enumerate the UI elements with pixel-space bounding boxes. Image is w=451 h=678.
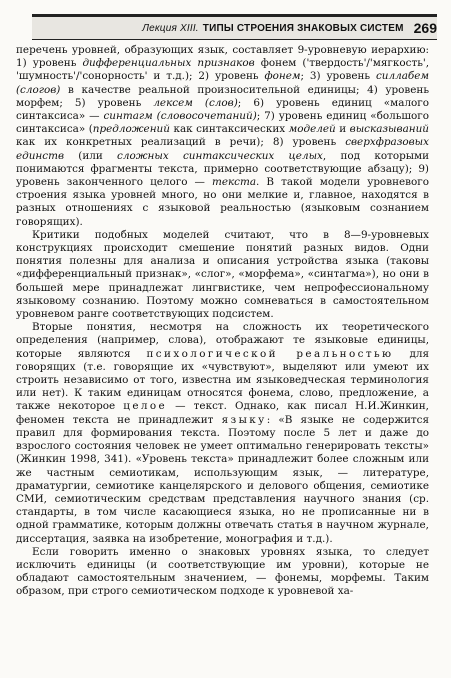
italic-term: высказываний — [349, 123, 429, 136]
text-run: . В такой модели уровневого строения языка уровней много, но они мелкие и, главное, находятся в разных отношениях с языковой реальностью (языковым сознанием говорящих). — [16, 176, 429, 228]
text-run: ; 3) уровень — [300, 70, 376, 83]
text-run: и — [335, 123, 350, 136]
paragraph — [16, 321, 429, 545]
italic-term: синтагм (словосочетаний) — [103, 110, 257, 123]
running-header — [32, 14, 437, 40]
text-run: как их конкретных реализаций в речи); 8) уровень — [16, 136, 346, 149]
paragraph — [16, 546, 429, 599]
page-number: 269 — [413, 20, 437, 36]
spaced-emphasis: целое — [123, 400, 168, 413]
body-text — [16, 44, 429, 672]
running-head-text — [142, 23, 404, 34]
italic-term: фонем — [264, 70, 301, 83]
paragraph — [16, 229, 429, 321]
text-run: для говорящих (т.е. говорящие их «чувствуют», выделяют или умеют их строить независимо от того, известна им языковедческая терминология или нет). К таким единицам относятся фонема, слово, предложение, а также некоторое — [16, 347, 429, 413]
italic-term: силлабем (слогов) — [16, 70, 429, 96]
text-run: : «В языке не содержится правил для формирования текста. Поэтому после 5 лет и даже до взрослого состояния человек не умеет оптимально генерировать тексты» (Жинкин 1998, 341). «Уровень текста» принадлежит более сложным или же частным семиотикам, использующим язык, — литературе, драматургии, семиотике канцелярского и делового общения, семиотике СМИ, семиотическим средствам представления научного знания (ср. стандарты, в том числе касающиеся языка, но не прописанные ни в одной грамматике, которым должны отвечать статья в научном журнале, диссертация, заявка на изобретение, монография и т.д.). — [16, 413, 429, 545]
text-run: (или — [64, 149, 118, 162]
text-run: , под которыми понимаются фрагменты текста, примерно соответствующие абзацу); 9) уровень законченного целого — — [16, 149, 430, 189]
text-run: ; 6) уровень единиц «малого синтаксиса» — — [16, 96, 429, 123]
lecture-number: Лекция XIII. — [142, 22, 199, 34]
text-run: фонем ('твердость'/'мягкость', 'шумность'/'сонорность' и т.д.); 2) уровень — [16, 57, 430, 83]
chapter-title: ТИПЫ СТРОЕНИЯ ЗНАКОВЫХ СИСТЕМ — [202, 22, 404, 34]
text-run: Вторые понятия, несмотря на сложность их теоретического определения (например, слова), отображают те языковые единицы, которые являются — [16, 321, 429, 360]
italic-term: предложений — [92, 123, 170, 136]
italic-term: дифференциальных признаков — [82, 57, 255, 70]
text-run: перечень уровней, образующих язык, составляет 9-уровневую иерархию: 1) уровень — [16, 44, 429, 70]
italic-term: сложных синтаксических целых — [117, 149, 323, 162]
text-run: Если говорить именно о знаковых уровнях языка, то следует исключить единицы (и соответствующие им уровни), которые не обладают самостоятельным значением, — фонемы, морфемы. Таким образом, при строго семиотическом подходе к уровневой ха- — [16, 545, 429, 598]
spaced-emphasis: психологической реальностью — [146, 347, 394, 360]
text-run: Критики подобных моделей считают, что в 8—9-уровневых конструкциях происходит смешение понятий разных видов. Одни понятия полезны для анализа и описания устройства языка (таковы «дифференциальный признак», «слог», «морфема», «синтагма»), но они в большей мере принадлежат лингвистике, чем непрофессиональному языковому сознанию. Поэтому можно сомневаться в самостоятельном уровневом ранге соответствующих подсистем. — [16, 228, 429, 321]
italic-term: текста — [211, 176, 257, 189]
italic-term: сверхфразовых единств — [16, 136, 429, 162]
text-run: — текст. Однако, как писал Н.И.Жинкин, феномен текста не принадлежит — [16, 400, 429, 426]
italic-term: моделей — [288, 123, 336, 136]
italic-term: лексем (слов) — [153, 96, 238, 109]
paragraph — [16, 44, 429, 229]
text-run: как синтаксических — [169, 123, 289, 136]
spaced-emphasis: языку — [221, 413, 267, 426]
text-run: в качестве реальной произносительной единицы; 4) уровень морфем; 5) уровень — [16, 83, 429, 109]
text-run: ; 7) уровень единиц «большого синтаксиса» ( — [16, 110, 429, 136]
